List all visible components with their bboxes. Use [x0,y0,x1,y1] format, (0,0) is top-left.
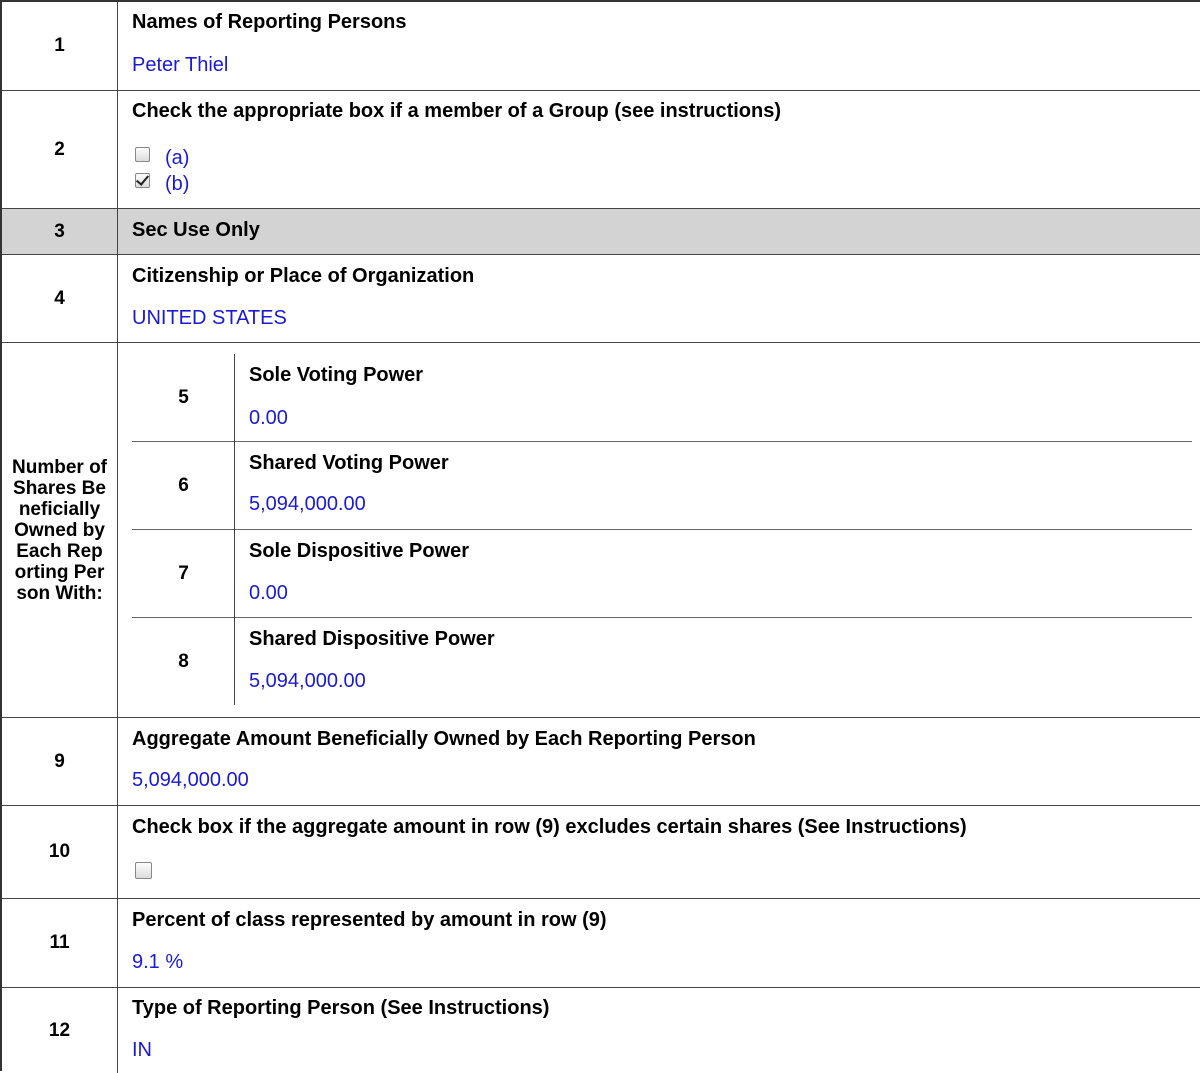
shares-block [2,343,1200,718]
row-12 [2,988,1200,1073]
group-b-checkbox[interactable] [135,173,150,188]
row-11 [2,899,1200,988]
row-label: Sec Use Only [132,219,260,241]
row-label: Sole Dispositive Power [249,540,470,562]
row-label: Type of Reporting Person (See Instructions) [132,997,550,1019]
row-number: 7 [178,562,189,584]
row-number: 4 [2,255,118,342]
sole-voting-power-value: 0.00 [249,407,288,429]
row-label: Percent of class represented by amount in row (9) [132,909,607,931]
group-a-label: (a) [165,147,190,169]
row-10 [2,806,1200,899]
row-5 [132,355,1192,442]
shares-owned-label: Number of Shares Beneficially Owned by Each Reporting Person With: [2,343,118,717]
row-number: 9 [2,718,118,805]
row-8 [132,618,1192,706]
row-label: Aggregate Amount Beneficially Owned by Each Reporting Person [132,728,756,750]
row-6 [132,442,1192,530]
row-label: Shared Voting Power [249,452,449,474]
row-label: Names of Reporting Persons [132,11,407,33]
aggregate-amount-value: 5,094,000.00 [132,769,249,791]
row-label: Shared Dispositive Power [249,628,495,650]
row-number: 8 [178,651,189,672]
row-number: 12 [2,988,118,1073]
sole-dispositive-power-value: 0.00 [249,582,288,604]
row-number: 11 [2,899,118,987]
group-b-label: (b) [165,173,190,195]
shared-voting-power-value: 5,094,000.00 [249,493,366,515]
percent-of-class-value: 9.1 % [132,951,184,973]
reporting-person-name: Peter Thiel [132,54,229,76]
reporting-person-type-value: IN [132,1039,152,1061]
row-number: 5 [178,387,189,408]
shares-divider [234,354,235,705]
row-number: 10 [2,806,118,898]
row-7 [132,530,1192,618]
check-mark-icon [136,172,149,186]
row-number: 1 [2,2,118,90]
citizenship-value: UNITED STATES [132,307,287,329]
row-9 [2,718,1200,806]
row-number: 6 [178,474,189,496]
row-label: Citizenship or Place of Organization [132,265,475,287]
row-4 [2,255,1200,343]
group-a-checkbox[interactable] [135,147,150,162]
row-number: 3 [2,209,118,254]
row-2 [2,91,1200,209]
row-label: Check box if the aggregate amount in row (9) excludes certain shares (See Instructions) [132,816,967,838]
row-label: Check the appropriate box if a member of a Group (see instructions) [132,100,782,122]
row-number: 2 [2,91,118,208]
row-3 [2,209,1200,255]
row-1 [2,2,1200,91]
excludes-shares-checkbox[interactable] [135,862,152,879]
shared-dispositive-power-value: 5,094,000.00 [249,670,366,692]
row-label: Sole Voting Power [249,364,424,386]
